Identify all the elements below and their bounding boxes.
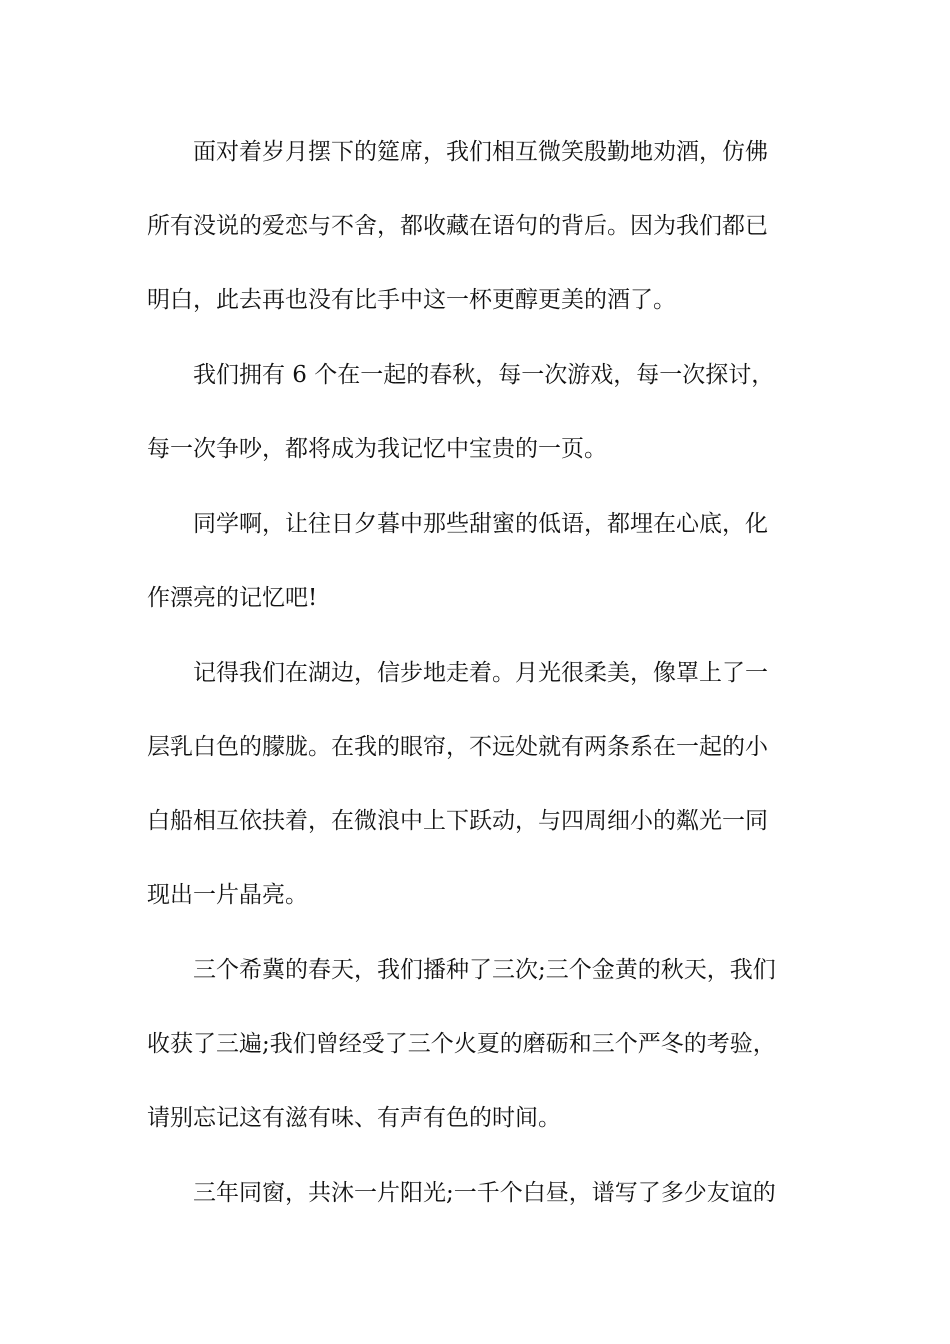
paragraph-1-line-3: 明白，此去再也没有比手中这一杯更醇更美的酒了。 [147, 287, 676, 313]
paragraph-5-line-3: 请别忘记这有滋有味、有声有色的时间。 [147, 1105, 561, 1131]
paragraph-4-line-2: 层乳白色的朦胧。在我的眼帘，不远处就有两条系在一起的小 [147, 734, 768, 760]
paragraph-1-line-2: 所有没说的爱恋与不舍，都收藏在语句的背后。因为我们都已 [147, 213, 768, 239]
paragraph-2-line-1: 我们拥有 6 个在一起的春秋，每一次游戏，每一次探讨， [193, 362, 775, 388]
paragraph-4-line-3: 白船相互依扶着，在微浪中上下跃动，与四周细小的粼光一同 [147, 808, 768, 834]
paragraph-2-line-2: 每一次争吵，都将成为我记忆中宝贵的一页。 [147, 436, 607, 462]
paragraph-6-line-1: 三年同窗，共沐一片阳光;一千个白昼，谱写了多少友谊的 [193, 1180, 776, 1206]
paragraph-5-line-1: 三个希冀的春天，我们播种了三次;三个金黄的秋天，我们 [193, 957, 776, 983]
paragraph-1-line-1: 面对着岁月摆下的筵席，我们相互微笑殷勤地劝酒，仿佛 [193, 139, 768, 165]
paragraph-3-line-1: 同学啊，让往日夕暮中那些甜蜜的低语，都埋在心底，化 [193, 511, 768, 537]
paragraph-5-line-2: 收获了三遍;我们曾经受了三个火夏的磨砺和三个严冬的考验， [147, 1031, 776, 1057]
paragraph-4-line-4: 现出一片晶亮。 [147, 882, 308, 908]
paragraph-4-line-1: 记得我们在湖边，信步地走着。月光很柔美，像罩上了一 [193, 660, 768, 686]
paragraph-3-line-2: 作漂亮的记忆吧! [147, 585, 318, 611]
